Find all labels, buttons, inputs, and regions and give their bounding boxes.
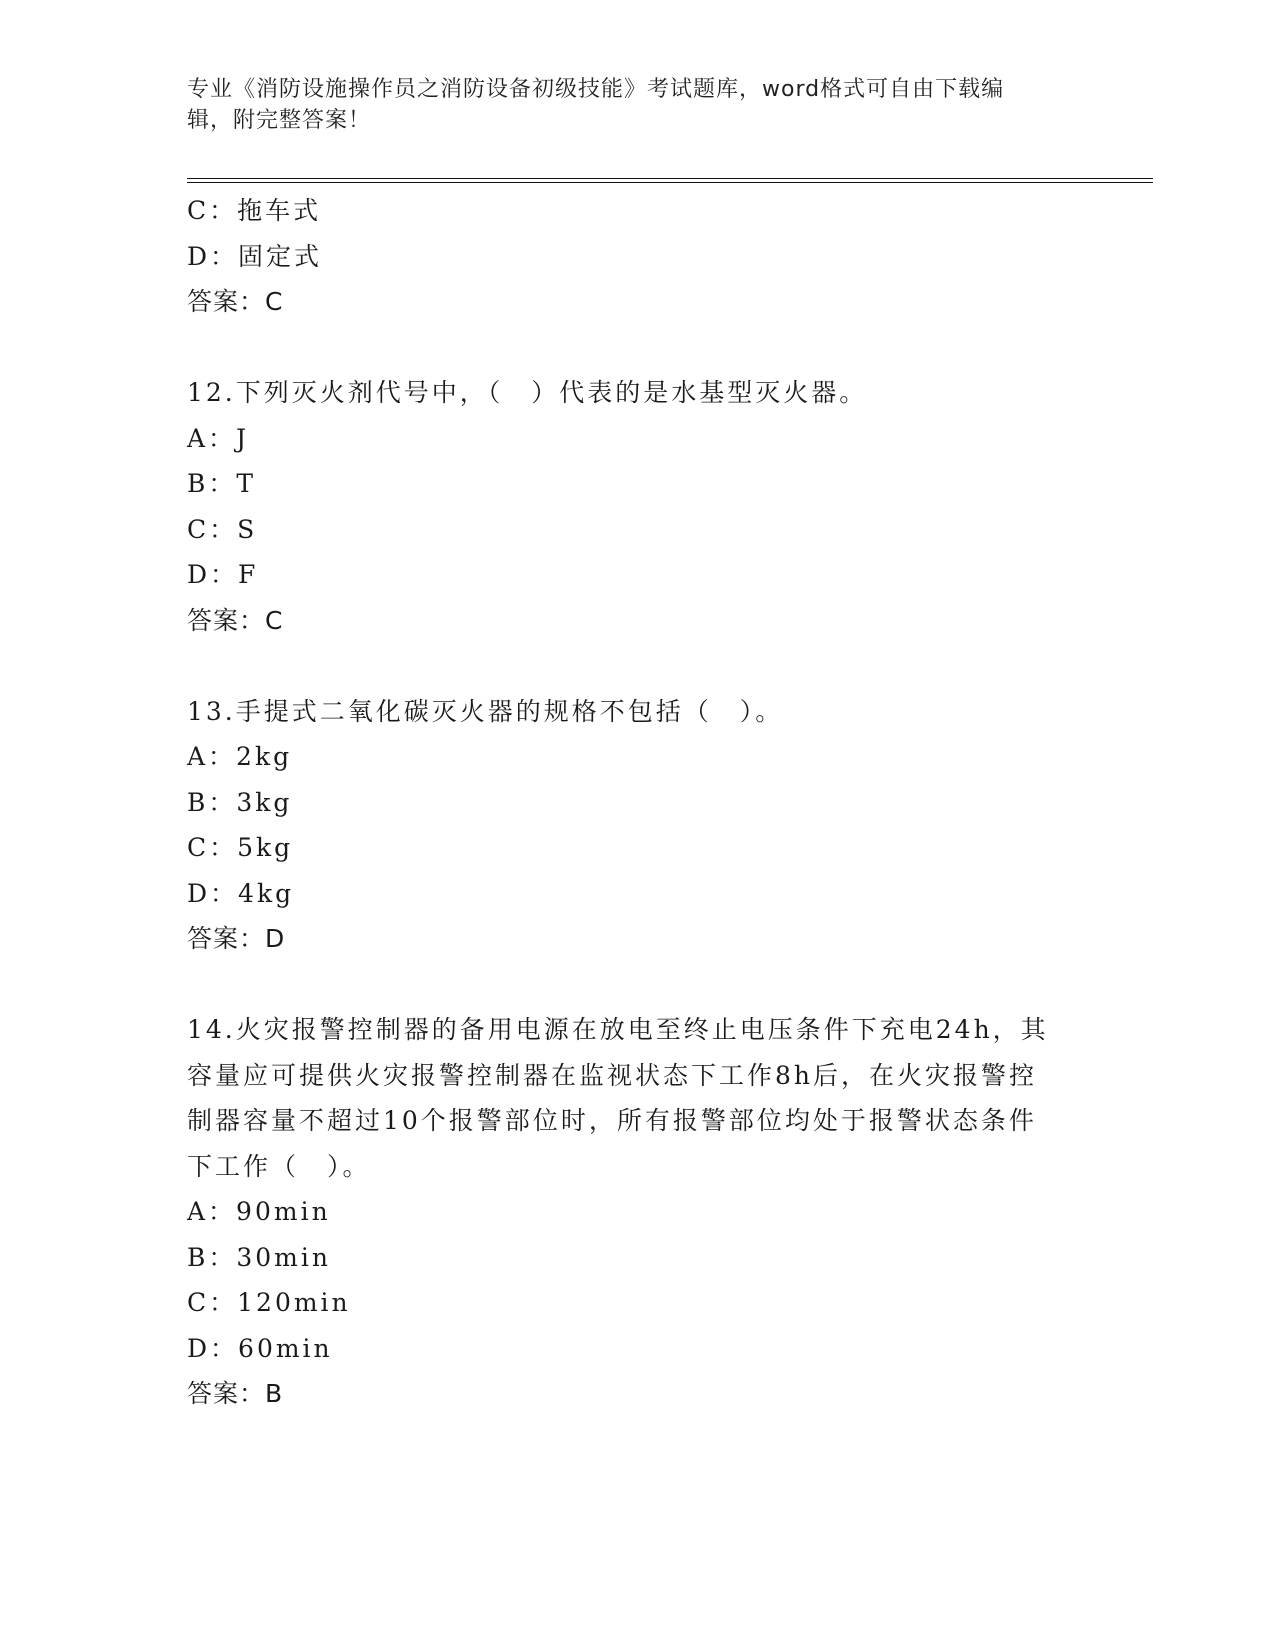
question-text: 13.手提式二氧化碳灭火器的规格不包括（ ）。 <box>187 696 784 726</box>
spacer <box>187 962 1087 1008</box>
header-line-2: 辑，附完整答案！ <box>187 108 372 133</box>
option-d: D：60min <box>187 1333 333 1363</box>
option-c: C：S <box>187 514 258 544</box>
option-c: C：120min <box>187 1288 351 1317</box>
spacer <box>187 325 1087 371</box>
option-d: D：4kg <box>187 878 295 908</box>
option-d: D：固定式 <box>187 241 323 271</box>
option-a: A：2kg <box>187 742 293 771</box>
option-c: C：拖车式 <box>187 196 322 225</box>
answer-line: 答案：C <box>187 287 284 316</box>
question-text-line-2: 容量应可提供火灾报警控制器在监视状态下工作8h后，在火灾报警控 <box>187 1060 1038 1090</box>
option-a: A：90min <box>187 1197 331 1226</box>
question-content <box>187 188 1087 1417</box>
option-d: D：F <box>187 560 259 589</box>
header-divider-top <box>187 178 1153 179</box>
answer-line: 答案：B <box>187 1379 284 1408</box>
question-14 <box>187 1007 1087 1417</box>
answer-line: 答案：C <box>187 605 284 635</box>
answer-line: 答案：D <box>187 924 286 953</box>
option-b: B：T <box>187 469 257 498</box>
prev-question-block <box>187 188 1087 325</box>
question-text-line-1: 14.火灾报警控制器的备用电源在放电至终止电压条件下充电24h，其 <box>187 1015 1049 1044</box>
option-a: A：J <box>187 423 250 453</box>
question-12 <box>187 370 1087 643</box>
spacer <box>187 643 1087 689</box>
header-line-1: 专业《消防设施操作员之消防设备初级技能》考试题库，word格式可自由下载编 <box>187 77 1005 102</box>
option-b: B：30min <box>187 1242 331 1272</box>
option-c: C：5kg <box>187 833 294 862</box>
question-text-line-3: 制器容量不超过10个报警部位时，所有报警部位均处于报警状态条件 <box>187 1106 1037 1135</box>
document-header <box>187 74 1067 136</box>
option-b: B：3kg <box>187 787 293 817</box>
header-divider-bottom <box>187 182 1153 183</box>
question-text: 12.下列灭火剂代号中，（ ）代表的是水基型灭火器。 <box>187 378 868 407</box>
question-text-line-4: 下工作（ ）。 <box>187 1151 371 1181</box>
question-13 <box>187 689 1087 962</box>
